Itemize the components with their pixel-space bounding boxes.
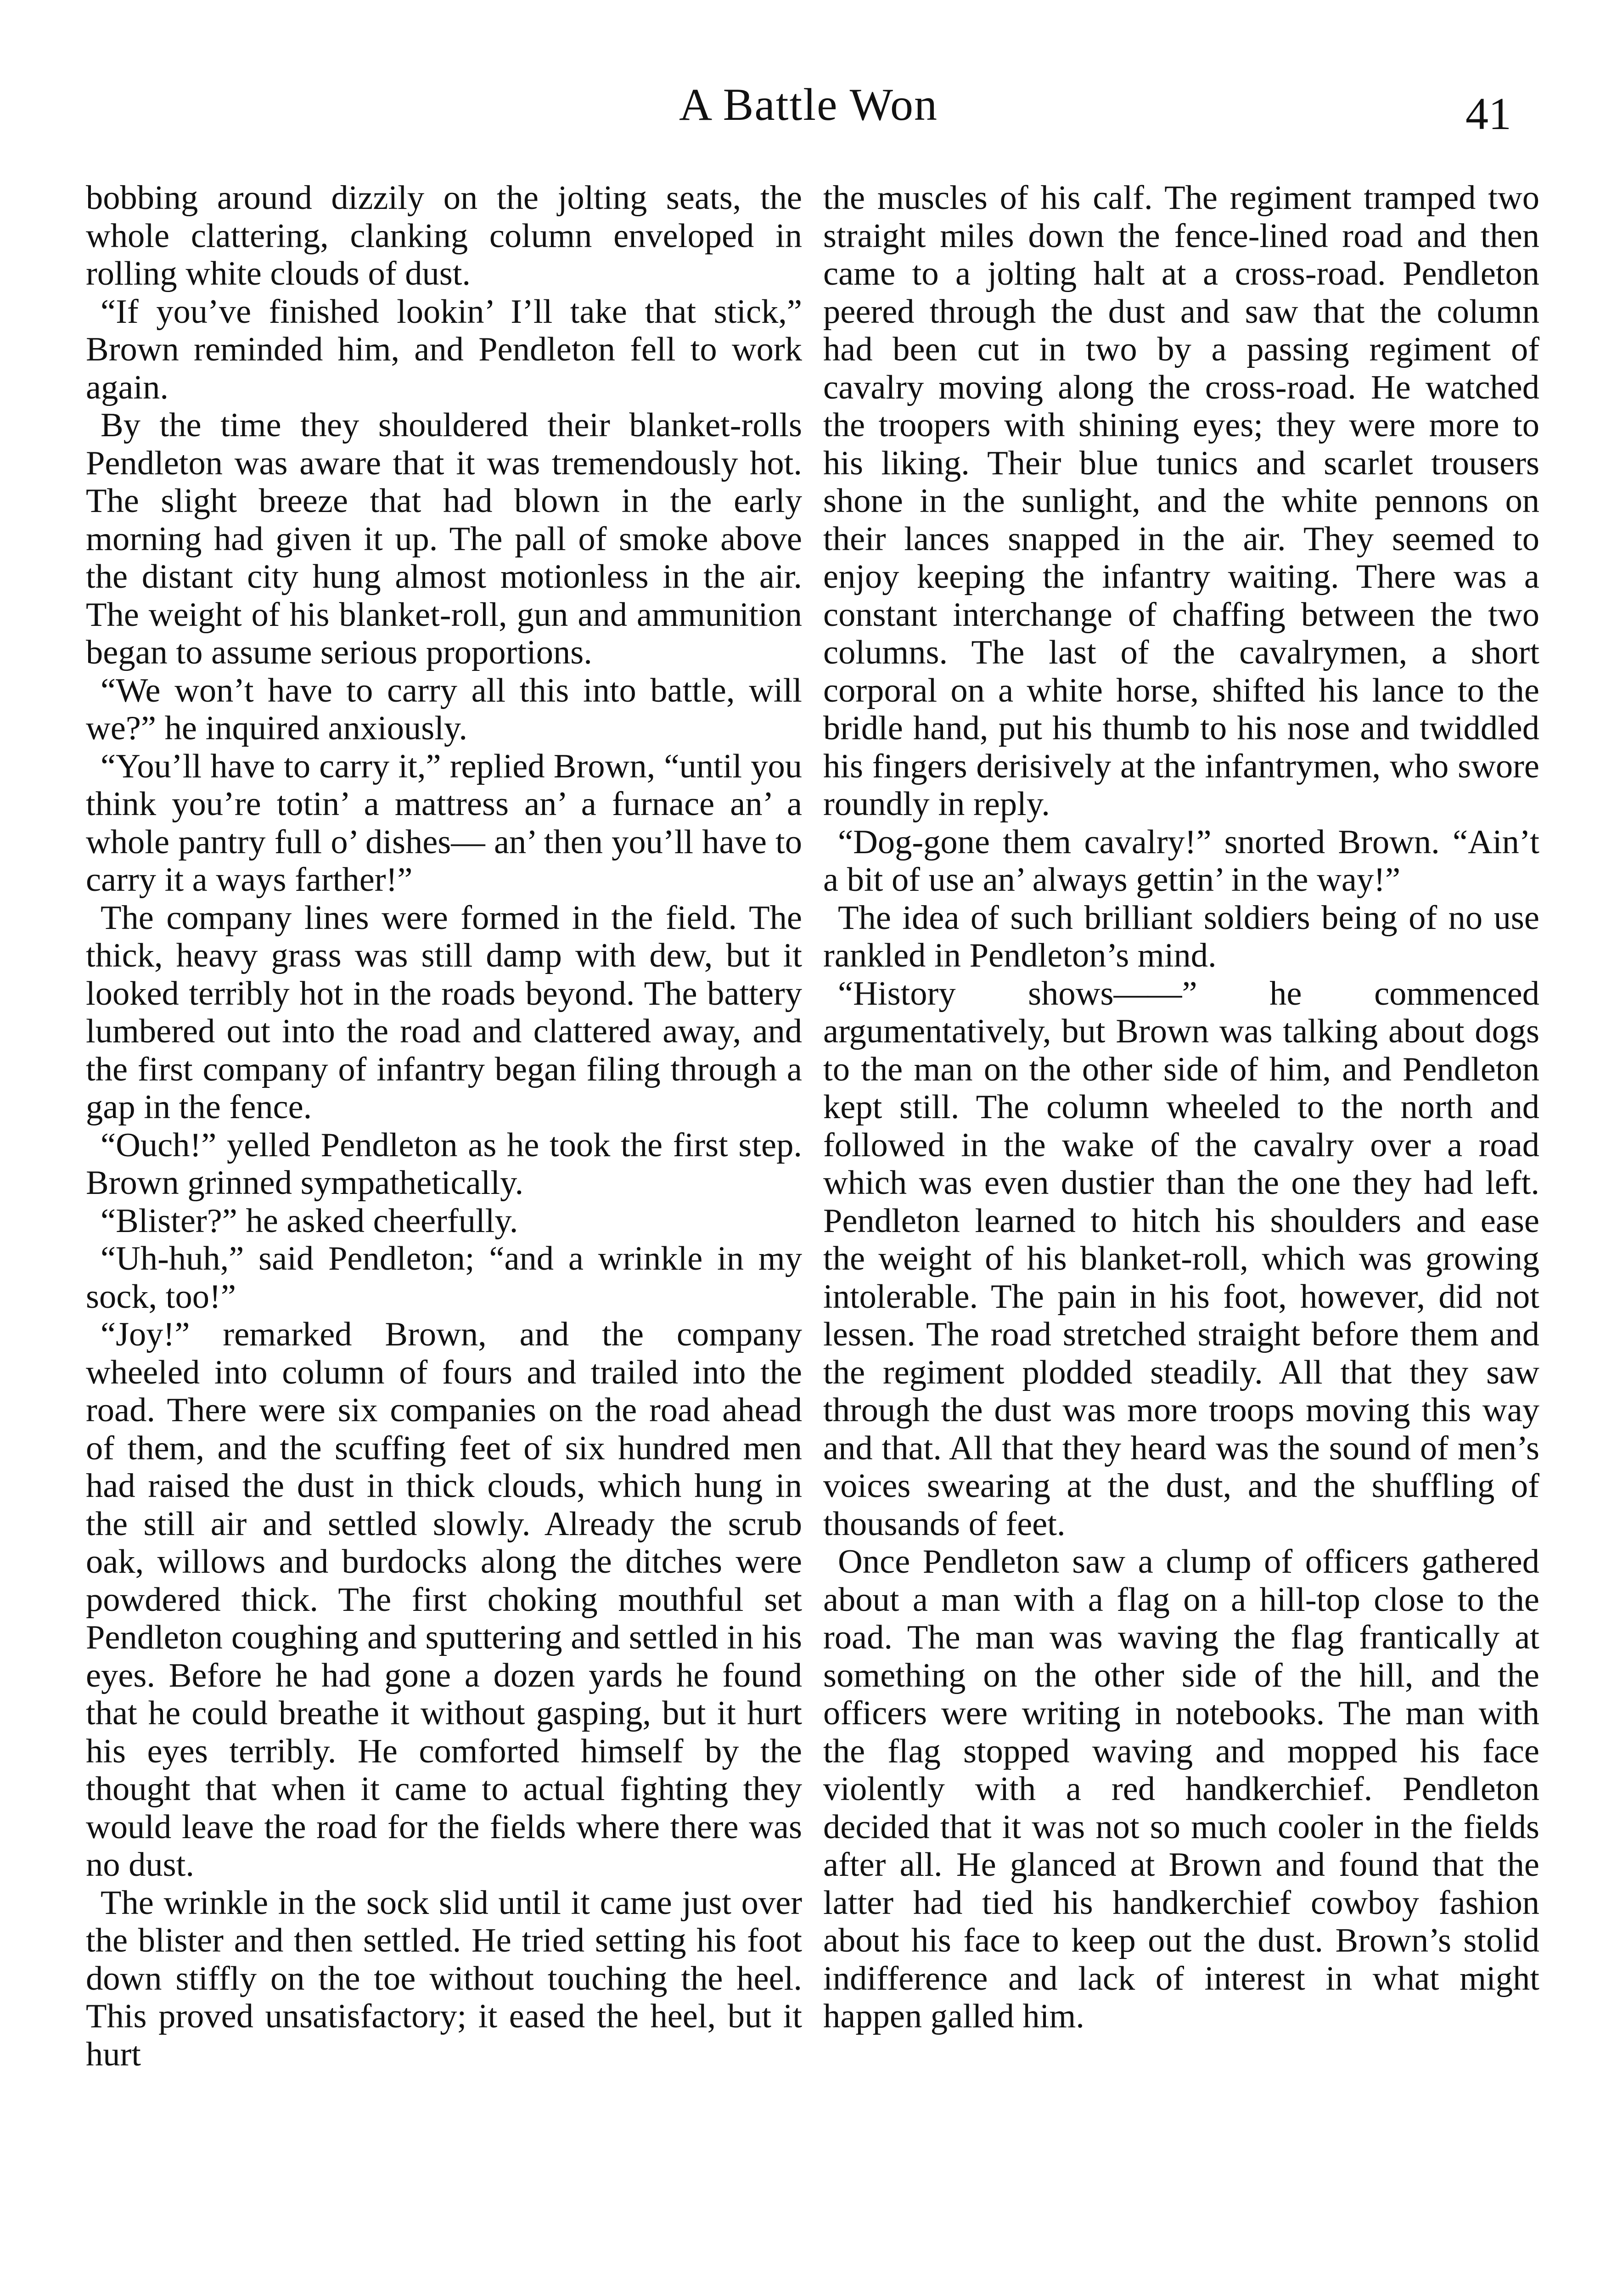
paragraph: The company lines were formed in the field. The thick, heavy grass was still damp with dew, but it looked terribly hot in the roads beyond. The battery lumbered out into the road and clattered away, and the first company of infantry began filing through a gap in the fence.	[86, 899, 802, 1126]
paragraph: The wrinkle in the sock slid until it came just over the blister and then settled. He tried setting his foot down stiffly on the toe without touching the heel. This proved unsatisfactory; it eased the heel, but it hurt	[86, 1884, 802, 2073]
running-title: A Battle Won	[679, 79, 938, 130]
paragraph: “Joy!” remarked Brown, and the company wheeled into column of fours and trailed into the road. There were six companies on the road ahead of them, and the scuffing feet of six hundred men had raised the dust in thick clouds, which hung in the still air and settled slowly. Already the scrub oak, willows and burdocks along the ditches were powdered thick. The first choking mouthful set Pendleton coughing and sputtering and settled in his eyes. Before he had gone a dozen yards he found that he could breathe it without gasping, but it hurt his eyes terribly. He comforted himself by the thought that when it came to actual fighting they would leave the road for the fields where there was no dust.	[86, 1316, 802, 1884]
left-column	[86, 179, 802, 2073]
paragraph: “You’ll have to carry it,” replied Brown, “until you think you’re totin’ a mattress an’ a furnace an’ a whole pantry full o’ dishes— an’ then you’ll have to carry it a ways farther!”	[86, 747, 802, 899]
paragraph: bobbing around dizzily on the jolting seats, the whole clattering, clanking column enveloped in rolling white clouds of dust.	[86, 179, 802, 293]
page-number: 41	[1465, 88, 1511, 139]
paragraph: “Uh-huh,” said Pendleton; “and a wrinkle in my sock, too!”	[86, 1240, 802, 1316]
paragraph: “Ouch!” yelled Pendleton as he took the first step. Brown grinned sympathetically.	[86, 1126, 802, 1202]
paragraph: The idea of such brilliant soldiers being of no use rankled in Pendleton’s mind.	[823, 899, 1539, 974]
paragraph: “If you’ve finished lookin’ I’ll take that stick,” Brown reminded him, and Pendleton fell to work again.	[86, 293, 802, 406]
paragraph: “We won’t have to carry all this into battle, will we?” he inquired anxiously.	[86, 671, 802, 747]
paragraph: “Dog-gone them cavalry!” snorted Brown. “Ain’t a bit of use an’ always gettin’ in the way!”	[823, 823, 1539, 899]
running-head	[0, 78, 1617, 142]
right-column	[823, 179, 1539, 2036]
paragraph: “Blister?” he asked cheerfully.	[101, 1202, 518, 1240]
paragraph: the muscles of his calf. The regiment tramped two straight miles down the fence-lined road and then came to a jolting halt at a cross-road. Pendleton peered through the dust and saw that the column had been cut in two by a passing regiment of cavalry moving along the cross-road. He watched the troopers with shining eyes; they were more to his liking. Their blue tunics and scarlet trousers shone in the sunlight, and the white pennons on their lances snapped in the air. They seemed to enjoy keeping the infantry waiting. There was a constant interchange of chaffing between the two columns. The last of the cavalrymen, a short corporal on a white horse, shifted his lance to the bridle hand, put his thumb to his nose and twiddled his fingers derisively at the infantrymen, who swore roundly in reply.	[823, 179, 1539, 823]
paragraph: By the time they shouldered their blanket-rolls Pendleton was aware that it was tremendously hot. The slight breeze that had blown in the early morning had given it up. The pall of smoke above the distant city hung almost motionless in the air. The weight of his blanket-roll, gun and ammunition began to assume serious proportions.	[86, 406, 802, 671]
paragraph: “History shows——” he commenced argumentatively, but Brown was talking about dogs to the man on the other side of him, and Pendleton kept still. The column wheeled to the north and followed in the wake of the cavalry over a road which was even dustier than the one they had left. Pendleton learned to hitch his shoulders and ease the weight of his blanket-roll, which was growing intolerable. The pain in his foot, however, did not lessen. The road stretched straight before them and the regiment plodded steadily. All that they saw through the dust was more troops moving this way and that. All that they heard was the sound of men’s voices swearing at the dust, and the shuffling of thousands of feet.	[823, 974, 1539, 1543]
paragraph: Once Pendleton saw a clump of officers gathered about a man with a flag on a hill-top close to the road. The man was waving the flag frantically at something on the other side of the hill, and the officers were writing in notebooks. The man with the flag stopped waving and mopped his face violently with a red handkerchief. Pendleton decided that it was not so much cooler in the fields after all. He glanced at Brown and found that the latter had tied his handkerchief cowboy fashion about his face to keep out the dust. Brown’s stolid indifference and lack of interest in what might happen galled him.	[823, 1543, 1539, 2035]
